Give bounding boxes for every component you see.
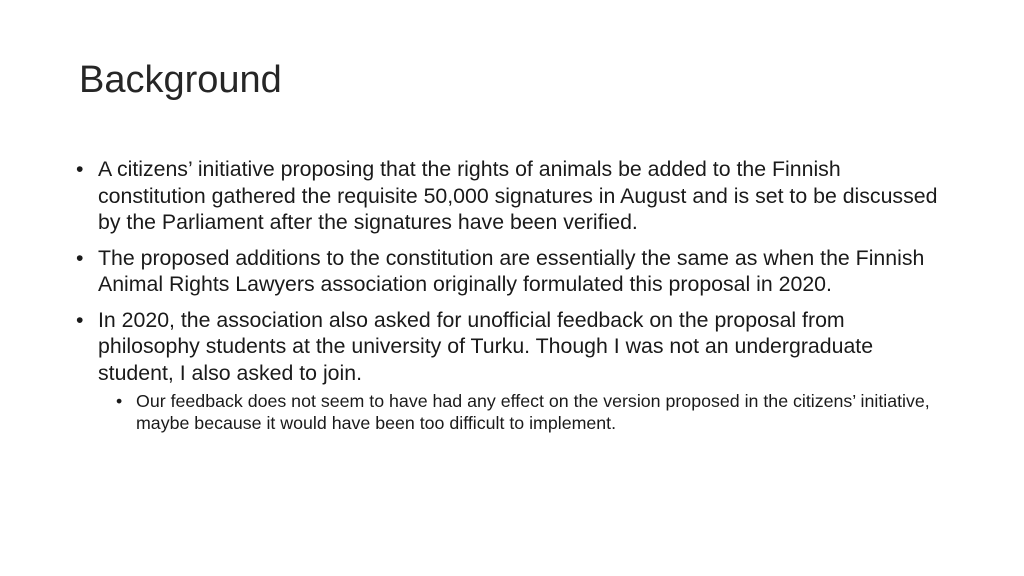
bullet-list — [72, 156, 952, 443]
bullet-item — [72, 156, 952, 236]
bullet-text: The proposed additions to the constitution are essentially the same as when the Finnish Animal Rights Lawyers association originally formulated this proposal in 2020. — [98, 245, 925, 296]
bullet-item — [72, 307, 952, 435]
bullet-item — [72, 245, 952, 298]
sub-bullet-text: Our feedback does not seem to have had any effect on the version proposed in the citizens’ initiative, maybe because it would have been too difficult to implement. — [136, 391, 930, 433]
sub-bullet-list — [98, 390, 952, 434]
bullet-text: A citizens’ initiative proposing that the rights of animals be added to the Finnish constitution gathered the requisite 50,000 signatures in August and is set to be discussed by the Parliament after the signatures have been verified. — [98, 157, 938, 234]
sub-bullet-item — [112, 390, 952, 434]
slide-title: Background — [79, 59, 282, 101]
bullet-text: In 2020, the association also asked for unofficial feedback on the proposal from philosophy students at the university of Turku. Though I was not an undergraduate student, I also asked to join. — [98, 307, 874, 385]
